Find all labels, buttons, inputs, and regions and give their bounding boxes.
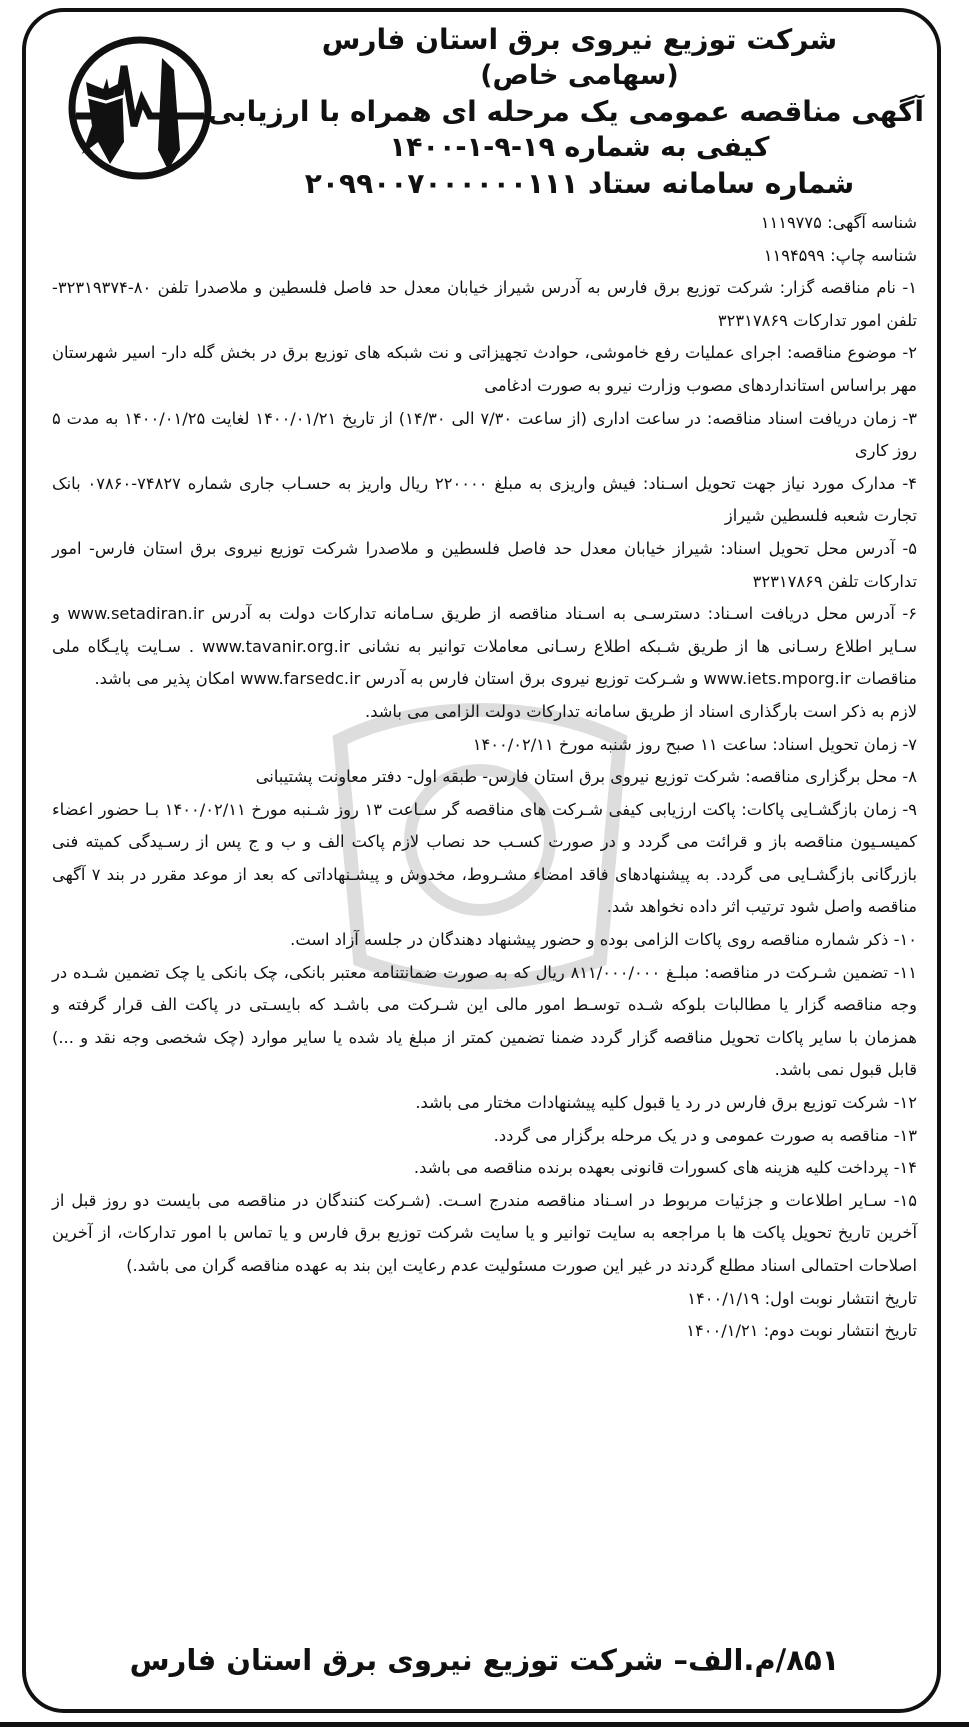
item-6-text-d: و شـرکت توزیع نیروی برق استان فارس به آدرس [365,669,699,689]
setadiran-link[interactable]: www.setadiran.ir [67,604,205,624]
ad-id: شناسه آگهی: ۱۱۱۹۷۷۵ [760,213,917,232]
print-id: شناسه چاپ: ۱۱۹۴۵۹۹ [763,245,917,265]
farsedc-link[interactable]: www.farsedc.ir [240,669,361,689]
item-9: ۹- زمان بازگشـایی پاکات: پاکت ارزیابی کیفی شـرکت های مناقصه گر سـاعت ۱۳ روز شـنبه مورخ ۱۴۰۰/۰۲/۱۱ بـا حضور اعضاء کمیسـیون مناقصه باز و قرائت می گردد و در صورت کسـب حد نصاب لازم پاکت الف و ب و ج پس از رسـیدگی کمیته فنی بازرگانی بازگشـایی می گردد. به پیشنهادهای فاقد امضاء مشـروط، مخدوش و پیشـنهاداتی که بعد از موعد مقرر در بند ۷ آگهی مناقصه واصل شود ترتیب اثر داده نخواهد شد. [52,799,917,917]
ad-header [207,22,924,202]
item-8: ۸- محل برگزاری مناقصه: شرکت توزیع نیروی برق استان فارس- طبقه اول- دفتر معاونت پشتیبانی [255,767,917,787]
item-14: ۱۴- پرداخت کلیه هزینه های کسورات قانونی بعهده برنده مناقصه می باشد. [413,1158,917,1178]
item-10: ۱۰- ذکر شماره مناقصه روی پاکات الزامی بوده و حضور پیشنهاد دهندگان در جلسه آزاد است. [290,930,917,950]
item-1: ۱- نام مناقصه گزار: شرکت توزیع برق فارس به آدرس شیراز خیابان معدل حد فاصل فلسطین و ملاصدرا تلفن ۸۰-۳۲۳۱۹۳۷۴- تلفن امور تدارکات ۳۲۳۱۷۸۶۹ [52,278,917,330]
item-3: ۳- زمان دریافت اسناد مناقصه: در ساعت اداری (از ساعت ۷/۳۰ الی ۱۴/۳۰) از تاریخ ۱۴۰۰/۰۱/۲۱ لغایت ۱۴۰۰/۰۱/۲۵ به مدت ۵ روز کاری [52,408,917,461]
item-6-text-b: و سـایر اطلاع رسـانی ها از طریق شـبکه اطلاع رسـانی معاملات توانیر به نشانی [52,604,917,656]
item-6-text-a: ۶- آدرس محل دریافت اسـناد: دسترسـی به اسـناد مناقصه از طریق سـامانه تدارکات دولت به آدرس [211,604,917,624]
ad-body [52,207,917,1348]
publish-date-second: تاریخ انتشار نوبت دوم: ۱۴۰۰/۱/۲۱ [686,1321,917,1341]
item-5: ۵- آدرس محل تحویل اسناد: شیراز خیابان معدل حد فاصل فلسطین و ملاصدرا شرکت توزیع نیروی برق استان فارس- امور تدارکات تلفن ۳۲۳۱۷۸۶۹ [52,538,917,591]
company-title: شرکت توزیع نیروی برق استان فارس [321,23,838,56]
tender-title: آگهی مناقصه عمومی یک مرحله ای همراه با ارزیابی [207,95,924,128]
item-2: ۲- موضوع مناقصه: اجرای عملیات رفع خاموشی، حوادث تجهیزاتی و نت شبکه های توزیع برق در بخش گله دار- اسیر شهرستان مهر براساس استانداردهای مصوب وزارت نیرو به صورت ادغامی [52,343,917,395]
item-4: ۴- مدارک مورد نیاز جهت تحویل اسـناد: فیش واریزی به مبلغ ۲۲۰۰۰۰ ریال واریز به حسـاب جاری شماره ۷۴۸۲۷-۰۷۸۶۰ بانک تجارت شعبه فلسطین شیراز [52,473,917,526]
company-type: (سهامی خاص) [480,60,679,91]
tender-number: کیفی به شماره ۱۹-۹-۱-۱۴۰۰ [389,132,770,163]
item-6-text-c: . سـایت پایـگاه ملی مناقصات [52,636,917,689]
publish-date-first: تاریخ انتشار نوبت اول: ۱۴۰۰/۱/۱۹ [687,1288,917,1308]
upload-note: لازم به ذکر است بارگذاری اسناد از طریق سامانه تدارکات دولت الزامی می باشد. [365,701,917,721]
item-6 [52,598,917,696]
bottom-rule [0,1722,969,1727]
item-15: ۱۵- سـایر اطلاعات و جزئیات مربوط در اسـناد مناقصه مندرج اسـت. (شـرکت کنندگان در مناقصه می بایست دو روز قبل از آخرین تاریخ تحویل پاکت ها با مراجعه به سایت توانیر و یا سایت شرکت توزیع برق فارس و یا تماس با امور تدارکات، از آخرین اصلاحات احتمالی اسناد مطلع گردند در غیر این صورت مسئولیت عدم رعایت این بند به عهده مناقصه گران می باشد.) [52,1190,917,1275]
ad-footer: ۸۵۱/م.الف– شرکت توزیع نیروی برق استان فارس [129,1643,840,1677]
item-7: ۷- زمان تحویل اسناد: ساعت ۱۱ صبح روز شنبه مورخ ۱۴۰۰/۰۲/۱۱ [472,734,917,754]
company-logo [62,30,222,182]
item-13: ۱۳- مناقصه به صورت عمومی و در یک مرحله برگزار می گردد. [493,1125,917,1145]
item-11: ۱۱- تضمین شـرکت در مناقصه: مبلـغ ۸۱۱/۰۰۰/۰۰۰ ریال که به صورت ضمانتنامه معتبر بانکی، چک بانکی یا چک تضمین شـده در وجه مناقصه گزار یا مطالبات بلوکه شـده توسـط امور مالی این شـرکت می باشـد که بایسـتی در پاکت الف قرار گرفته و همزمان با سایر پاکات تحویل مناقصه گزار گردد ضمنا تضمین کمتر از مبلغ یاد شده یا سایر موارد (چک شخصی وجه نقد و ...) قابل قبول نمی باشد. [52,962,917,1080]
iets-link[interactable]: www.iets.mporg.ir [703,669,852,689]
item-12: ۱۲- شرکت توزیع برق فارس در رد یا قبول کلیه پیشنهادات مختار می باشد. [415,1093,917,1113]
tavanir-link[interactable]: www.tavanir.org.ir [202,636,350,656]
item-6-text-e: امکان پذیر می باشد. [94,669,235,689]
setad-number: شماره سامانه ستاد ۲۰۹۹۰۰۷۰۰۰۰۰۰۱۱۱ [304,167,855,200]
